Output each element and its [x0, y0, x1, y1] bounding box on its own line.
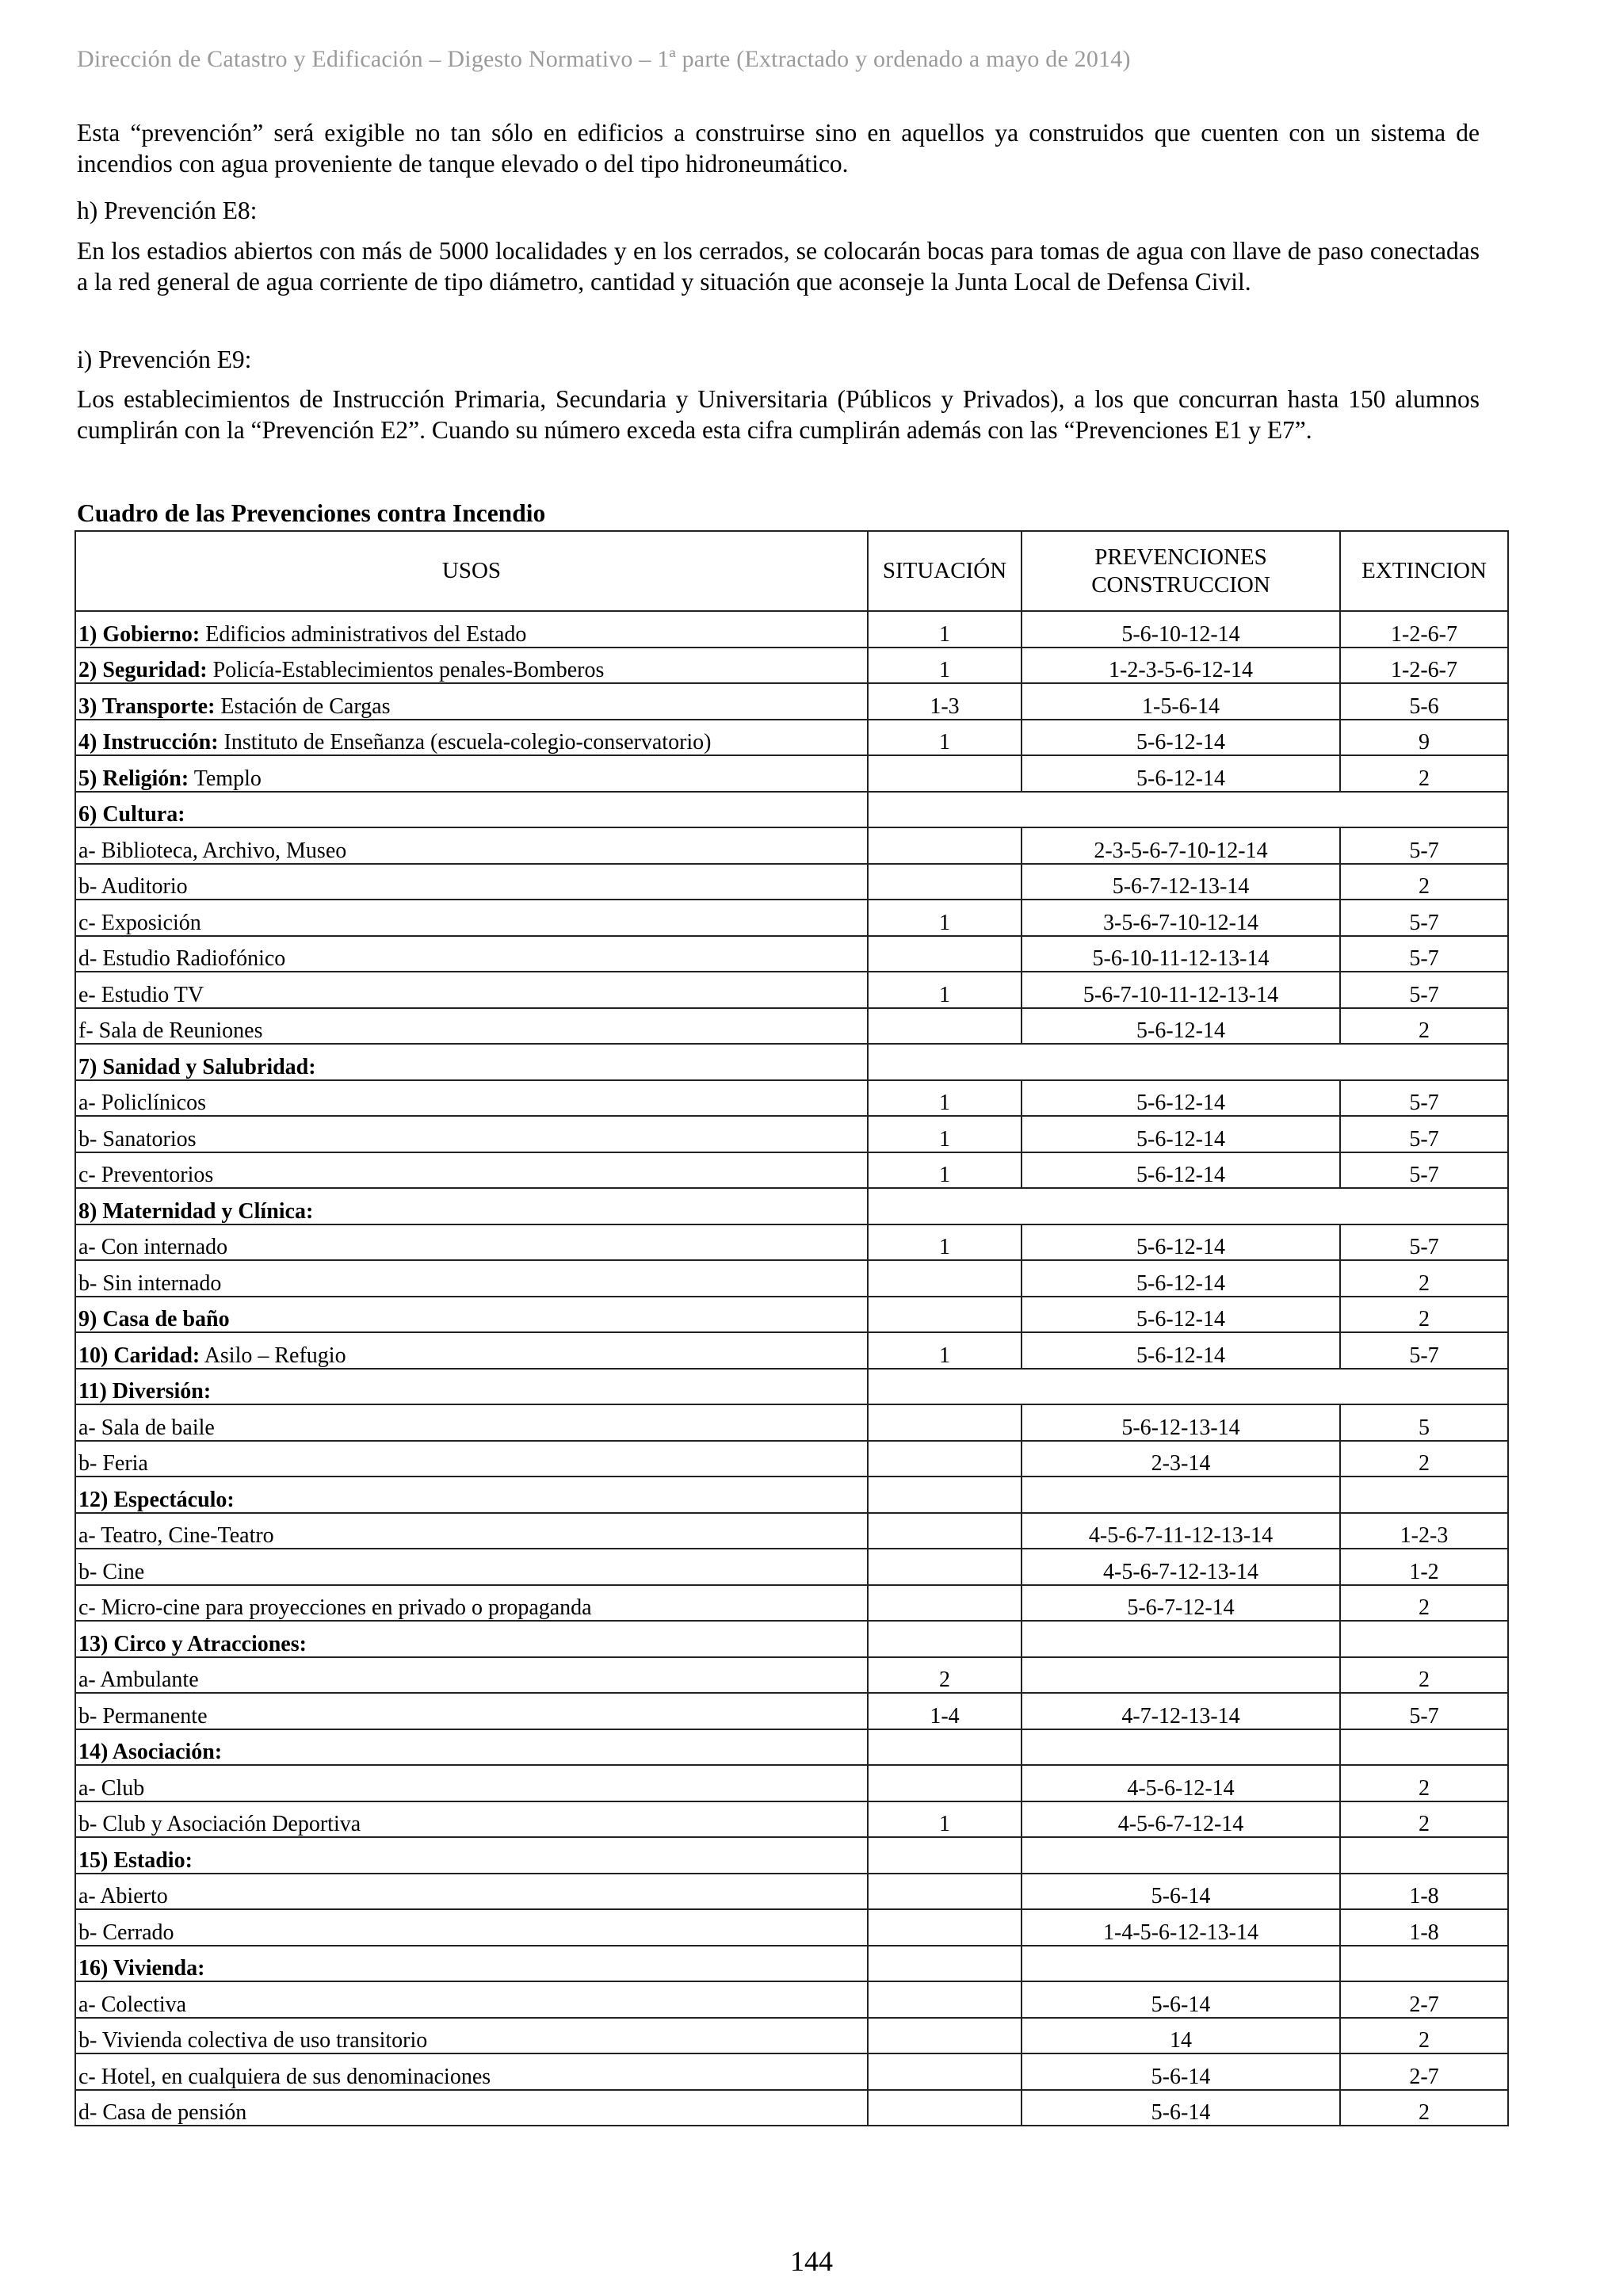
cell-uso	[75, 900, 868, 936]
cell-uso	[75, 1116, 868, 1152]
uso-description: d- Estudio Radiofónico	[78, 946, 286, 971]
table-row	[75, 1513, 1508, 1549]
cell-uso	[75, 1729, 868, 1766]
cell-situacion	[868, 1008, 1022, 1045]
cell-situacion	[868, 1946, 1022, 1982]
cell-uso	[75, 1477, 868, 1513]
cell-situacion: 1	[868, 1801, 1022, 1838]
cell-extincion: 5-7	[1340, 1080, 1508, 1117]
table-row	[75, 1044, 1508, 1080]
uso-category-label: 2) Seguridad:	[78, 658, 208, 682]
cell-uso	[75, 1549, 868, 1585]
table-row	[75, 611, 1508, 648]
uso-description: b- Auditorio	[78, 874, 188, 899]
cell-construccion: 4-5-6-7-12-14	[1022, 1801, 1340, 1838]
cell-uso	[75, 1332, 868, 1369]
cell-extincion: 2	[1340, 1585, 1508, 1622]
cell-situacion	[868, 936, 1022, 972]
cell-extincion: 2	[1340, 1008, 1508, 1045]
cell-uso	[75, 1260, 868, 1297]
cell-construccion: 1-5-6-14	[1022, 683, 1340, 720]
cell-situacion: 1	[868, 1152, 1022, 1189]
cell-extincion: 1-8	[1340, 1874, 1508, 1910]
table-row	[75, 1224, 1508, 1261]
cell-uso	[75, 1837, 868, 1874]
uso-description: c- Preventorios	[78, 1163, 214, 1187]
cell-situacion	[868, 1513, 1022, 1549]
cell-extincion: 5-7	[1340, 936, 1508, 972]
uso-category-label: 1) Gobierno:	[78, 621, 200, 647]
cell-uso	[75, 1369, 868, 1405]
prevenciones-table	[74, 530, 1509, 2126]
table-header-row	[75, 531, 1508, 611]
cell-extincion: 2	[1340, 1657, 1508, 1694]
uso-description: c- Exposición	[78, 910, 201, 935]
table-row	[75, 1116, 1508, 1152]
cell-situacion: 1-3	[868, 683, 1022, 720]
cell-construccion: 3-5-6-7-10-12-14	[1022, 900, 1340, 936]
cell-extincion: 5-7	[1340, 1693, 1508, 1729]
cell-uso	[75, 1297, 868, 1333]
uso-category-label: 11) Diversión:	[78, 1379, 212, 1404]
uso-category-label: 13) Circo y Atracciones:	[78, 1631, 307, 1656]
table-row	[75, 1080, 1508, 1117]
cell-situacion: 1	[868, 900, 1022, 936]
uso-category-label: 6) Cultura:	[78, 802, 185, 827]
table-row	[75, 648, 1508, 684]
uso-description: Edificios administrativos del Estado	[200, 621, 527, 647]
cell-uso	[75, 648, 868, 684]
cell-situacion	[868, 1909, 1022, 1946]
table-row	[75, 1188, 1508, 1224]
cell-situacion	[868, 2090, 1022, 2126]
uso-description: b- Permanente	[78, 1703, 208, 1729]
cell-uso	[75, 972, 868, 1008]
table-row	[75, 1477, 1508, 1513]
table-row	[75, 1369, 1508, 1405]
cell-situacion: 1	[868, 1224, 1022, 1261]
cell-situacion	[868, 2018, 1022, 2054]
cell-construccion: 5-6-14	[1022, 1874, 1340, 1910]
cell-construccion: 1-4-5-6-12-13-14	[1022, 1909, 1340, 1946]
cell-extincion: 2	[1340, 1297, 1508, 1333]
cell-extincion: 2-7	[1340, 1981, 1508, 2018]
uso-description: Asilo – Refugio	[200, 1343, 346, 1368]
cell-construccion: 4-7-12-13-14	[1022, 1693, 1340, 1729]
cell-uso	[75, 1621, 868, 1657]
cell-extincion	[1340, 1729, 1508, 1766]
uso-category-label: 3) Transporte:	[78, 693, 216, 719]
cell-situacion	[868, 1837, 1022, 1874]
cell-construccion: 2-3-14	[1022, 1441, 1340, 1477]
cell-situacion	[868, 755, 1022, 792]
cell-situacion	[868, 1260, 1022, 1297]
cell-extincion: 2	[1340, 2018, 1508, 2054]
cell-extincion: 2	[1340, 1260, 1508, 1297]
uso-description: b- Cerrado	[78, 1920, 174, 1945]
cell-extincion: 2	[1340, 1801, 1508, 1838]
uso-category-label: 12) Espectáculo:	[78, 1487, 235, 1512]
cell-extincion: 5-6	[1340, 683, 1508, 720]
cell-construccion: 5-6-12-14	[1022, 755, 1340, 792]
cell-construccion: 5-6-12-14	[1022, 1332, 1340, 1369]
uso-description: Templo	[189, 766, 262, 791]
cell-empty-merged	[868, 792, 1508, 828]
table-row	[75, 792, 1508, 828]
cell-construccion: 5-6-12-14	[1022, 1224, 1340, 1261]
uso-description: a- Biblioteca, Archivo, Museo	[78, 838, 347, 863]
table-row	[75, 1621, 1508, 1657]
table-row	[75, 1729, 1508, 1766]
cell-extincion: 5-7	[1340, 827, 1508, 864]
cell-extincion	[1340, 1837, 1508, 1874]
cell-uso	[75, 792, 868, 828]
cell-uso	[75, 1152, 868, 1189]
running-header: Dirección de Catastro y Edificación – Digesto Normativo – 1ª parte (Extractado y ordenado a mayo de 2014)	[77, 46, 1131, 72]
table-row	[75, 1765, 1508, 1801]
table-row	[75, 2018, 1508, 2054]
cell-situacion: 1	[868, 972, 1022, 1008]
cell-construccion: 5-6-10-11-12-13-14	[1022, 936, 1340, 972]
cell-situacion	[868, 1874, 1022, 1910]
cell-construccion: 5-6-12-14	[1022, 1152, 1340, 1189]
uso-description: d- Casa de pensión	[78, 2100, 247, 2125]
uso-description: Estación de Cargas	[215, 693, 391, 719]
cell-extincion: 2	[1340, 1441, 1508, 1477]
cell-uso	[75, 1441, 868, 1477]
heading-prevencion-e9: i) Prevención E9:	[77, 346, 252, 373]
cell-uso	[75, 1080, 868, 1117]
cell-construccion: 4-5-6-12-14	[1022, 1765, 1340, 1801]
cell-uso	[75, 2090, 868, 2126]
cell-construccion: 4-5-6-7-11-12-13-14	[1022, 1513, 1340, 1549]
table-row	[75, 1332, 1508, 1369]
cell-construccion	[1022, 1477, 1340, 1513]
cell-extincion: 1-2	[1340, 1549, 1508, 1585]
cell-construccion: 5-6-12-14	[1022, 1080, 1340, 1117]
cell-construccion: 5-6-12-14	[1022, 1260, 1340, 1297]
cell-extincion: 1-8	[1340, 1909, 1508, 1946]
cell-extincion	[1340, 1477, 1508, 1513]
table-row	[75, 1874, 1508, 1910]
table-row	[75, 1693, 1508, 1729]
cell-empty-merged	[868, 1044, 1508, 1080]
table-row	[75, 683, 1508, 720]
cell-situacion	[868, 2053, 1022, 2090]
table-row	[75, 1801, 1508, 1838]
cell-uso	[75, 755, 868, 792]
table-row	[75, 972, 1508, 1008]
cell-construccion: 1-2-3-5-6-12-14	[1022, 648, 1340, 684]
cell-situacion: 2	[868, 1657, 1022, 1694]
page-number: 144	[790, 2245, 833, 2277]
cell-empty-merged	[868, 1188, 1508, 1224]
cell-uso	[75, 1981, 868, 2018]
heading-prevencion-e8: h) Prevención E8:	[77, 197, 258, 224]
uso-description: a- Policlínicos	[78, 1091, 206, 1115]
header-prevenciones-line2: CONSTRUCCION	[1091, 571, 1270, 598]
uso-description: Instituto de Enseñanza (escuela-colegio-conservatorio)	[218, 730, 712, 755]
header-situacion: SITUACIÓN	[868, 531, 1022, 611]
table-row	[75, 2090, 1508, 2126]
table-row	[75, 1585, 1508, 1622]
cell-uso	[75, 1657, 868, 1694]
uso-category-label: 15) Estadio:	[78, 1847, 193, 1873]
cell-uso	[75, 1224, 868, 1261]
uso-description: c- Hotel, en cualquiera de sus denominaciones	[78, 2064, 491, 2089]
uso-description: b- Cine	[78, 1559, 145, 1584]
cell-uso	[75, 720, 868, 756]
cell-construccion: 5-6-14	[1022, 2053, 1340, 2090]
cell-situacion: 1	[868, 720, 1022, 756]
cell-construccion: 5-6-7-12-14	[1022, 1585, 1340, 1622]
uso-category-label: 16) Vivienda:	[78, 1956, 205, 1981]
cell-extincion	[1340, 1946, 1508, 1982]
uso-category-label: 10) Caridad:	[78, 1343, 200, 1368]
cell-empty-merged	[868, 1369, 1508, 1405]
cell-situacion: 1	[868, 1080, 1022, 1117]
cell-uso	[75, 1513, 868, 1549]
cell-uso	[75, 1946, 868, 1982]
uso-description: c- Micro-cine para proyecciones en privado o propaganda	[78, 1595, 592, 1620]
cell-situacion: 1	[868, 1332, 1022, 1369]
cell-extincion: 5	[1340, 1404, 1508, 1441]
table-row	[75, 755, 1508, 792]
table-row	[75, 936, 1508, 972]
cell-extincion: 9	[1340, 720, 1508, 756]
cell-construccion: 5-6-12-14	[1022, 1297, 1340, 1333]
cell-situacion: 1	[868, 1116, 1022, 1152]
cell-construccion	[1022, 1946, 1340, 1982]
table-row	[75, 1549, 1508, 1585]
uso-description: Policía-Establecimientos penales-Bomberos	[207, 658, 605, 682]
cell-situacion	[868, 1621, 1022, 1657]
cell-construccion: 2-3-5-6-7-10-12-14	[1022, 827, 1340, 864]
cell-uso	[75, 1801, 868, 1838]
table-row	[75, 1260, 1508, 1297]
uso-description: b- Sanatorios	[78, 1126, 197, 1152]
table-row	[75, 1441, 1508, 1477]
cell-uso	[75, 864, 868, 900]
header-prevenciones-line1: PREVENCIONES	[1094, 544, 1267, 570]
cell-construccion: 5-6-12-14	[1022, 1008, 1340, 1045]
uso-category-label: 14) Asociación:	[78, 1740, 223, 1764]
uso-category-label: 5) Religión:	[78, 766, 189, 791]
cell-uso	[75, 2018, 868, 2054]
cell-extincion: 2	[1340, 1765, 1508, 1801]
cell-extincion: 2	[1340, 755, 1508, 792]
cell-extincion: 2-7	[1340, 2053, 1508, 2090]
cell-situacion	[868, 1297, 1022, 1333]
cell-extincion: 5-7	[1340, 1116, 1508, 1152]
table-row	[75, 1837, 1508, 1874]
cell-uso	[75, 936, 868, 972]
header-extincion: EXTINCION	[1340, 531, 1508, 611]
cell-uso	[75, 1693, 868, 1729]
cell-uso	[75, 611, 868, 648]
table-body	[75, 611, 1508, 2126]
cell-uso	[75, 1765, 868, 1801]
paragraph-establecimientos: Los establecimientos de Instrucción Primaria, Secundaria y Universitaria (Públicos y Privados), a los que concurran hasta 150 alumnos cumplirán con la “Prevención E2”. Cuando su número exceda esta cifra cumplirán además con las “Prevenciones E1 y E7”.	[77, 385, 1480, 444]
uso-category-label: 7) Sanidad y Salubridad:	[78, 1054, 316, 1079]
uso-description: b- Feria	[78, 1451, 148, 1476]
cell-situacion	[868, 827, 1022, 864]
table-row	[75, 900, 1508, 936]
table-row	[75, 1152, 1508, 1189]
uso-description: a- Ambulante	[78, 1668, 199, 1692]
cell-uso	[75, 1404, 868, 1441]
cell-situacion	[868, 1585, 1022, 1622]
uso-category-label: 4) Instrucción:	[78, 730, 219, 755]
cell-extincion	[1340, 1621, 1508, 1657]
uso-description: a- Colectiva	[78, 1992, 187, 2017]
cell-situacion	[868, 1477, 1022, 1513]
cell-construccion: 5-6-10-12-14	[1022, 611, 1340, 648]
cell-construccion: 4-5-6-7-12-13-14	[1022, 1549, 1340, 1585]
cell-situacion	[868, 864, 1022, 900]
cell-construccion: 14	[1022, 2018, 1340, 2054]
cell-construccion	[1022, 1729, 1340, 1766]
cell-situacion	[868, 1441, 1022, 1477]
cell-construccion	[1022, 1621, 1340, 1657]
uso-category-label: 8) Maternidad y Clínica:	[78, 1198, 314, 1224]
uso-description: b- Sin internado	[78, 1270, 222, 1296]
cell-construccion: 5-6-14	[1022, 2090, 1340, 2126]
uso-description: b- Club y Asociación Deportiva	[78, 1812, 361, 1836]
uso-description: a- Sala de baile	[78, 1415, 215, 1440]
uso-category-label: 9) Casa de baño	[78, 1307, 230, 1331]
cell-extincion: 1-2-6-7	[1340, 611, 1508, 648]
uso-description: f- Sala de Reuniones	[78, 1018, 263, 1043]
table-row	[75, 1657, 1508, 1694]
cell-situacion	[868, 1765, 1022, 1801]
cell-uso	[75, 1909, 868, 1946]
cell-uso	[75, 1188, 868, 1224]
cell-uso	[75, 2053, 868, 2090]
cell-construccion: 5-6-12-13-14	[1022, 1404, 1340, 1441]
cell-uso	[75, 1874, 868, 1910]
table-title: Cuadro de las Prevenciones contra Incendio	[77, 499, 546, 527]
cell-extincion: 5-7	[1340, 900, 1508, 936]
cell-extincion: 5-7	[1340, 1332, 1508, 1369]
cell-construccion: 5-6-12-14	[1022, 1116, 1340, 1152]
table-row	[75, 720, 1508, 756]
cell-uso	[75, 1008, 868, 1045]
uso-description: a- Con internado	[78, 1235, 228, 1259]
cell-situacion: 1-4	[868, 1693, 1022, 1729]
cell-uso	[75, 1044, 868, 1080]
cell-extincion: 5-7	[1340, 972, 1508, 1008]
table-row	[75, 1981, 1508, 2018]
cell-construccion: 5-6-12-14	[1022, 720, 1340, 756]
cell-construccion: 5-6-14	[1022, 1981, 1340, 2018]
uso-description: a- Club	[78, 1775, 145, 1801]
cell-extincion: 2	[1340, 864, 1508, 900]
cell-situacion: 1	[868, 648, 1022, 684]
cell-construccion: 5-6-7-10-11-12-13-14	[1022, 972, 1340, 1008]
uso-description: b- Vivienda colectiva de uso transitorio	[78, 2028, 428, 2053]
table-row	[75, 864, 1508, 900]
cell-uso	[75, 683, 868, 720]
table-row	[75, 1297, 1508, 1333]
table-row	[75, 1946, 1508, 1982]
cell-extincion: 5-7	[1340, 1224, 1508, 1261]
table-row	[75, 1008, 1508, 1045]
paragraph-prevencion-exigible: Esta “prevención” será exigible no tan sólo en edificios a construirse sino en aquellos ya construidos que cuenten con un sistema de incendios con agua proveniente de tanque elevado o del tipo hidroneumático.	[77, 119, 1480, 178]
cell-situacion	[868, 1404, 1022, 1441]
cell-uso	[75, 827, 868, 864]
cell-construccion: 5-6-7-12-13-14	[1022, 864, 1340, 900]
header-prevenciones	[1022, 531, 1340, 611]
uso-description: e- Estudio TV	[78, 982, 204, 1007]
header-usos: USOS	[75, 531, 868, 611]
cell-situacion	[868, 1549, 1022, 1585]
cell-construccion	[1022, 1657, 1340, 1694]
table-row	[75, 1909, 1508, 1946]
table-row	[75, 827, 1508, 864]
paragraph-estadios: En los estadios abiertos con más de 5000 localidades y en los cerrados, se colocarán bocas para tomas de agua con llave de paso conectadas a la red general de agua corriente de tipo diámetro, cantidad y situación que aconseje la Junta Local de Defensa Civil.	[77, 237, 1480, 296]
cell-situacion	[868, 1729, 1022, 1766]
table-row	[75, 2053, 1508, 2090]
uso-description: a- Abierto	[78, 1884, 168, 1908]
table-row	[75, 1404, 1508, 1441]
cell-extincion: 5-7	[1340, 1152, 1508, 1189]
cell-uso	[75, 1585, 868, 1622]
cell-situacion	[868, 1981, 1022, 2018]
cell-situacion: 1	[868, 611, 1022, 648]
cell-extincion: 2	[1340, 2090, 1508, 2126]
cell-extincion: 1-2-6-7	[1340, 648, 1508, 684]
cell-extincion: 1-2-3	[1340, 1513, 1508, 1549]
uso-description: a- Teatro, Cine-Teatro	[78, 1523, 274, 1548]
cell-construccion	[1022, 1837, 1340, 1874]
